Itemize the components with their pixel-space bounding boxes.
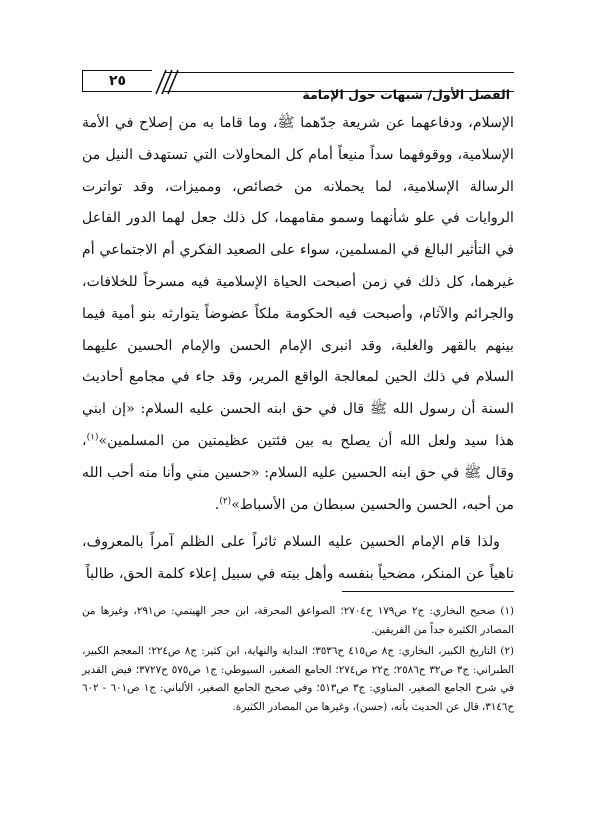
main-text [82,108,514,591]
footnotes [82,602,514,720]
header-slash-ornament [152,68,180,96]
footnote-2: (٢) التاريخ الكبير، البخاري: ج٨ ص٤١٥ ح٣٥٣٦؛ البداية والنهاية، ابن كثير: ج٨ ص٢٢٤؛ المعجم الكبير، الطبراني: ج٣ ص٣٢ ح٢٥٨٦؛ ج٢٢ ص٢٧٤؛ الجامع الصغير، السيوطي: ج١ ص٥٧٥ ح٣٧٢٧؛ فيض القدير في شرح الجامع الصغير، المناوي: ج٣ ص٥١٣؛ وفي صحيح الجامع الصغير، الألباني: ج١ ص٦٠١ - ٦٠٢ ح٣١٤٦، قال عن الحديث بأنه، (حسن)، وغيرها من المصادر الكثيرة. [82,645,515,713]
page-number: ٢٥ [82,70,152,92]
paragraph-text: ، وقال ﷺ في حق ابنه الحسين عليه السلام: «حسين مني وأنا منه أحب الله من أحبه، الحسن والحسين سبطان من الأسباط» [82,432,514,513]
page-header [82,60,514,102]
chapter-title: الفصل الأول/ شبهات حول الإمامة [302,87,510,102]
footnote-1: (١) صحيح البخاري: ج٢ ص١٧٩ ح٢٧٠٤؛ الصواعق المحرقة، ابن حجر الهيتمي: ص٢٩١، وغيرها من المصادر الكثيرة جداً من الفريقين. [82,605,515,636]
paragraph: الإسلام، ودفاعهما عن شريعة جدّهما ﷺ، وما قاما به من إصلاح في الأمة الإسلامية، ووقوفهما سداً منيعاً أمام كل المحاولات التي تستهدف النيل من الرسالة الإسلامية، لما يحملانه من خصائص، ومميزات، وقد تواترت الروايات في علو شأنهما وسمو مقامهما، كل ذلك جعل لهما الدور الفاعل في التأثير البالغ في المسلمين، سواء على الصعيد الفكري أم الاجتماعي أم غيرهما، كل ذلك في زمن أصبحت الحياة الإسلامية فيه مسرحاً للخلافات، والجرائم والآثام، وأصبحت فيه الحكومة ملكاً عضوضاً يتوارثه بنو أمية فيما بينهم بالقهر والغلبة، وقد انبرى الإمام الحسن والإمام الحسين عليهما السلام في ذلك الحين لمعالجة الواقع المرير، وقد جاء في مجامع أحاديث السنة أن رسول الله ﷺ قال في حق ابنه الحسن عليه السلام: «إن ابني هذا سيد ولعل الله أن يصلح به بين فئتين عظيمتين من المسلمين»$^{(١)}$، وقال ﷺ في حق ابنه الحسين عليه السلام: «حسين مني وأنا منه أحب الله من أحبه، الحسن والحسين سبطان من الأسباط»$^{(٢)}$. [82,115,514,513]
paragraph: ولذا قام الإمام الحسين عليه السلام ثائراً على الظلم آمراً بالمعروف، ناهياً عن المنكر، مضحياً بنفسه وأهل بيته في سبيل إعلاء كلمة الحق، طالباً [82,534,514,583]
footnote-ref-1: (١) [86,432,99,443]
footnote-ref-2: (٢) [219,495,232,506]
paragraph-text: الإسلام، ودفاعهما عن شريعة جدّهما ﷺ، وما قاما به من إصلاح في الأمة الإسلامية، ووقوفهما سداً منيعاً أمام كل المحاولات التي تستهدف النيل من الرسالة الإسلامية، لما يحملانه من خصائص، ومميزات، وقد تواترت الروايات في علو شأنهما وسمو مقامهما، كل ذلك جعل لهما الدور الفاعل في التأثير البالغ في المسلمين، سواء على الصعيد الفكري أم الاجتماعي أم غيرهما، كل ذلك في زمن أصبحت الحياة الإسلامية فيه مسرحاً للخلافات، والجرائم والآثام، وأصبحت فيه الحكومة ملكاً عضوضاً يتوارثه بنو أمية فيما بينهم بالقهر والغلبة، وقد انبرى الإمام الحسن والإمام الحسين عليهما السلام في ذلك الحين لمعالجة الواقع المرير، وقد جاء في مجامع أحاديث السنة أن رسول الله ﷺ قال في حق ابنه الحسن عليه السلام: «إن ابني هذا سيد ولعل الله أن يصلح به بين فئتين عظيمتين من المسلمين» [82,115,514,449]
header-title-bar [164,72,514,102]
footnote-divider [342,591,514,592]
